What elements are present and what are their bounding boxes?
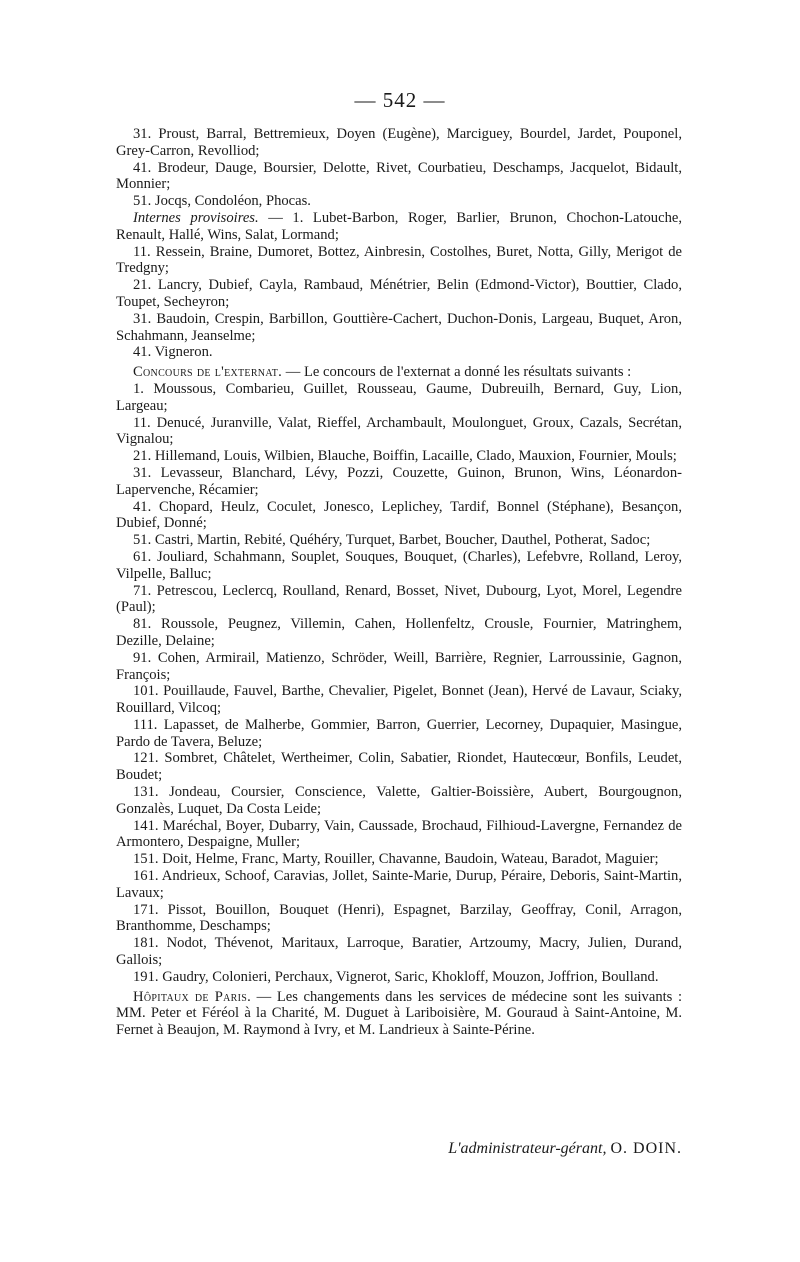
paragraph [116,364,682,381]
paragraph [116,989,682,1039]
paragraph-text: 41. Vigneron. [133,344,213,361]
paragraph-text: 81. Roussole, Peugnez, Villemin, Cahen, Hollenfeltz, Crousle, Fournier, Matringhem, Dezille, Delaine; [116,616,682,649]
paragraph-text: 181. Nodot, Thévenot, Maritaux, Larroque, Baratier, Artzoumy, Macry, Julien, Durand, Gallois; [116,935,682,969]
paragraph-text: 91. Cohen, Armirail, Matienzo, Schröder, Weill, Barrière, Regnier, Larroussinie, Gagnon, François; [116,649,682,683]
paragraph [116,210,682,244]
paragraph-text: 31. Proust, Barral, Bettremieux, Doyen (Eugène), Marciguey, Bourdel, Jardet, Pouponel, Grey-Carron, Revolliod; [116,126,682,159]
paragraph [116,499,682,533]
signature [116,1140,682,1158]
paragraph [116,381,682,415]
paragraph [116,160,682,194]
paragraph-text: 151. Doit, Helme, Franc, Marty, Rouiller, Chavanne, Baudoin, Wateau, Baradot, Maguier; [133,851,659,868]
paragraph-text: 131. Jondeau, Coursier, Conscience, Valette, Galtier-Boissière, Aubert, Bourgougnon, Gonzalès, Luquet, Da Costa Leide; [116,784,682,817]
paragraph [116,616,682,650]
paragraph-label: Internes provisoires. [133,209,259,226]
paragraph-text: 101. Pouillaude, Fauvel, Barthe, Chevalier, Pigelet, Bonnet (Jean), Hervé de Lavaur, Sciaky, Rouillard, Vilcoq; [116,683,682,717]
paragraph-text: 161. Andrieux, Schoof, Caravias, Jollet, Sainte-Marie, Durup, Péraire, Deboris, Saint-Martin, Lavaux; [116,868,682,901]
paragraph-label: Concours de l'externat. [133,364,283,381]
paragraph-text: 41. Chopard, Heulz, Coculet, Jonesco, Leplichey, Tardif, Bonnel (Stéphane), Besançon, Dubief, Donné; [116,498,682,532]
paragraph-text: 51. Jocqs, Condoléon, Phocas. [133,193,311,210]
paragraph-label: Hôpitaux de Paris. [133,988,252,1005]
paragraph [116,583,682,617]
paragraph-text: 31. Levasseur, Blanchard, Lévy, Pozzi, Couzette, Guinon, Brunon, Wins, Léonardon-Lapervenche, Récamier; [116,464,682,498]
paragraph [116,244,682,278]
paragraph [116,650,682,684]
paragraph [116,784,682,818]
paragraph-text: 51. Castri, Martin, Rebité, Quéhéry, Turquet, Barbet, Boucher, Dauthel, Potherat, Sadoc; [133,532,651,549]
paragraph [116,311,682,345]
paragraph-text: 111. Lapasset, de Malherbe, Gommier, Barron, Guerrier, Lecorney, Dupaquier, Masingue, Pardo de Tavera, Beluze; [116,716,682,750]
paragraph-text: — Le concours de l'externat a donné les résultats suivants : [282,364,632,381]
paragraph [116,750,682,784]
paragraph-text: 1. Moussous, Combarieu, Guillet, Rousseau, Gaume, Dubreuilh, Bernard, Guy, Lion, Largeau; [116,380,682,414]
paragraph [116,549,682,583]
paragraph-text: 11. Denucé, Juranville, Valat, Rieffel, Archambault, Moulonguet, Groux, Cazals, Secrétan, Vignalou; [116,414,682,448]
paragraph [116,902,682,936]
paragraph [116,415,682,449]
paragraph [116,683,682,717]
paragraph [116,448,682,465]
paragraph-text: 61. Jouliard, Schahmann, Souplet, Souques, Bouquet, (Charles), Lefebvre, Rolland, Leroy, Vilpelle, Balluc; [116,548,682,582]
paragraph-text: 21. Hillemand, Louis, Wilbien, Blauche, Boiffin, Lacaille, Clado, Mauxion, Fournier, Mouls; [133,448,677,465]
page-number: — 542 — [354,88,446,112]
paragraph [116,717,682,751]
paragraph-text: 41. Brodeur, Dauge, Boursier, Delotte, Rivet, Courbatieu, Deschamps, Jacquelot, Bidault, Monnier; [116,159,682,193]
paragraph-text: 21. Lancry, Dubief, Cayla, Rambaud, Ménétrier, Belin (Edmond-Victor), Bouttier, Clado, Toupet, Secheyron; [116,277,682,310]
paragraph [116,277,682,311]
paragraph [116,818,682,852]
paragraph-text: 121. Sombret, Châtelet, Wertheimer, Colin, Sabatier, Riondet, Hautecœur, Bonfils, Leudet, Boudet; [116,750,682,784]
paragraph [116,851,682,868]
paragraph-text: 11. Ressein, Braine, Dumoret, Bottez, Ainbresin, Costolhes, Buret, Notta, Gilly, Merigot de Tredgny; [116,243,682,277]
paragraph-text: 71. Petrescou, Leclercq, Roulland, Renard, Bosset, Nivet, Dubourg, Lyot, Morel, Legendre (Paul); [116,582,682,616]
paragraph [116,868,682,902]
paragraph-text: 141. Maréchal, Boyer, Dubarry, Vain, Caussade, Brochaud, Filhioud-Lavergne, Fernandez de Armontero, Despaigne, Muller; [116,817,682,851]
paragraph-text: — Les changements dans les services de médecine sont les suivants : MM. Peter et Féréol à la Charité, M. Duguet à Lariboisière, M. Gouraud à Saint-Antoine, M. Fernet à Beaujon, M. Raymond à Ivry, et M. Landrieux à Sainte-Périne. [116,988,682,1039]
paragraph-text: 171. Pissot, Bouillon, Bouquet (Henri), Espagnet, Barzilay, Geoffray, Conil, Arragon, Branthomme, Deschamps; [116,901,682,935]
paragraph-text: 191. Gaudry, Colonieri, Perchaux, Vignerot, Saric, Khokloff, Mouzon, Joffrion, Boulland. [133,968,659,985]
paragraph [116,532,682,549]
paragraph [116,126,682,160]
paragraph [116,969,682,986]
paragraph [116,935,682,969]
paragraph [116,344,682,361]
paragraph [116,465,682,499]
paragraph [116,193,682,210]
text-body [116,126,682,1039]
signature-role: L'administrateur-gérant, [448,1140,607,1157]
paragraph-text: 31. Baudoin, Crespin, Barbillon, Gouttière-Cachert, Duchon-Donis, Largeau, Buquet, Aron, Schahmann, Jeanselme; [116,310,682,344]
paragraph-text: — 1. Lubet-Barbon, Roger, Barlier, Brunon, Chochon-Latouche, Renault, Hallé, Wins, Salat, Lormand; [116,209,682,243]
signature-name: O. DOIN. [610,1140,682,1157]
